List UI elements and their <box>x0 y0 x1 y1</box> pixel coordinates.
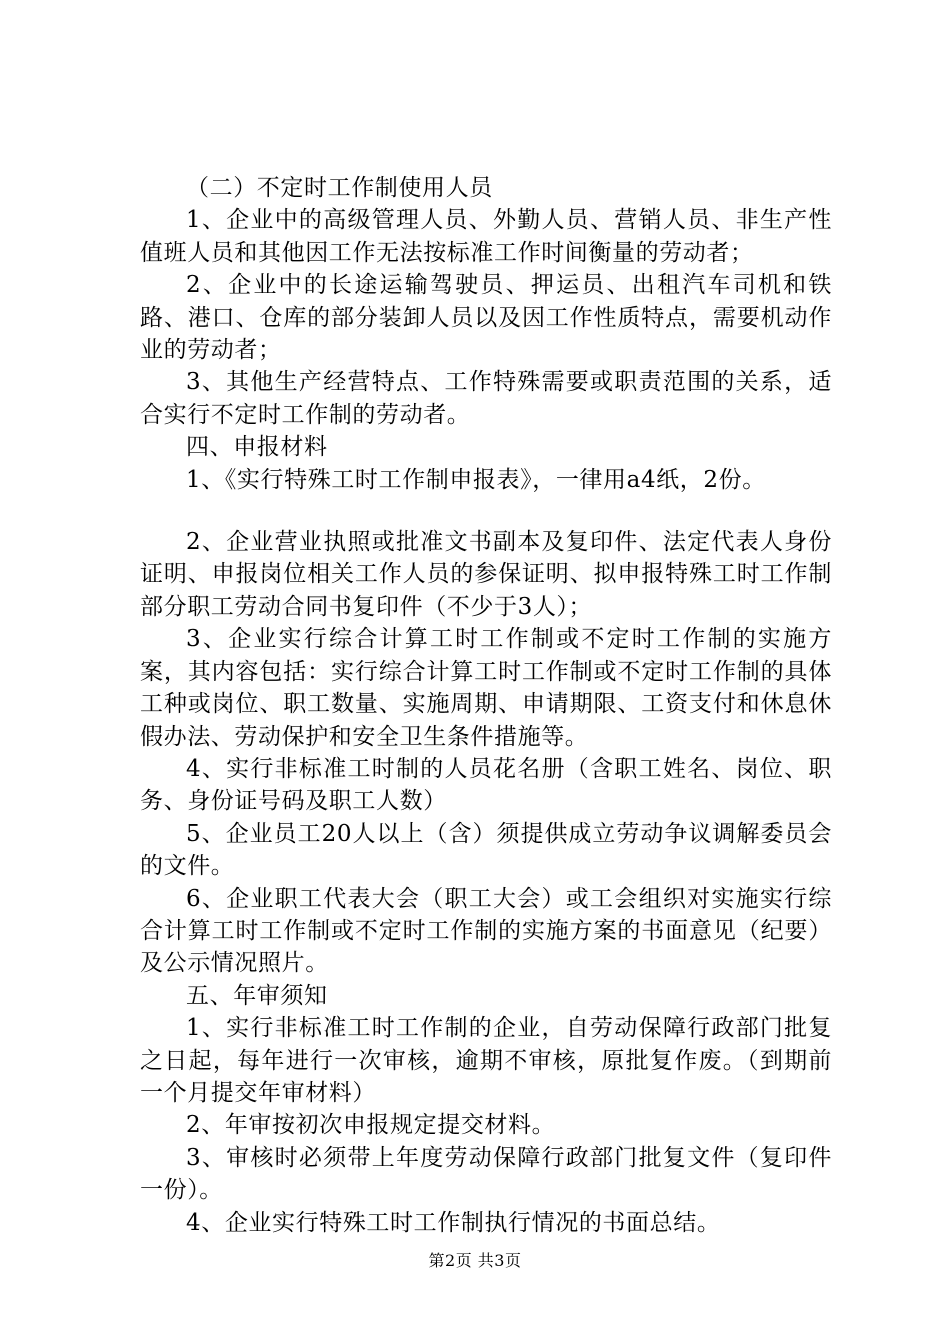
paragraph-material-1: 1、《实行特殊工时工作制申报表》，一律用a4纸，2份。 <box>186 466 766 493</box>
paragraph-material-3: 3、企业实行综合计算工时工作制或不定时工作制的实施方案，其内容包括：实行综合计算工时工作制或不定时工作制的具体工种或岗位、职工数量、实施周期、申请期限、工资支付和休息休假办法、劳动保护和安全卫生条件措施等。 <box>140 626 832 750</box>
page-number-footer: 第2页 共3页 <box>428 1251 522 1270</box>
paragraph-review-2: 2、年审按初次申报规定提交材料。 <box>186 1112 556 1139</box>
paragraph-material-2: 2、企业营业执照或批准文书副本及复印件、法定代表人身份证明、申报岗位相关工作人员的参保证明、拟申报特殊工时工作制部分职工劳动合同书复印件（不少于3人）； <box>140 529 832 620</box>
paragraph-review-3: 3、审核时必须带上年度劳动保障行政部门批复文件（复印件一份）。 <box>140 1144 832 1204</box>
paragraph-material-4: 4、实行非标准工时制的人员花名册（含职工姓名、岗位、职务、身份证号码及职工人数） <box>140 755 832 815</box>
section-heading-application-materials: 四、申报材料 <box>186 434 328 461</box>
document-body <box>140 172 832 1239</box>
paragraph-item-3: 3、其他生产经营特点、工作特殊需要或职责范围的关系，适合实行不定时工作制的劳动者。 <box>140 369 832 428</box>
section-heading-uncertain-hours-staff: （二）不定时工作制使用人员 <box>186 175 493 201</box>
paragraph-review-1: 1、实行非标准工时工作制的企业，自劳动保障行政部门批复之日起，每年进行一次审核，逾期不审核，原批复作废。（到期前一个月提交年审材料） <box>140 1015 832 1106</box>
paragraph-material-6: 6、企业职工代表大会（职工大会）或工会组织对实施实行综合计算工时工作制或不定时工作制的实施方案的书面意见（纪要）及公示情况照片。 <box>140 885 832 977</box>
paragraph-review-4: 4、企业实行特殊工时工作制执行情况的书面总结。 <box>186 1209 721 1236</box>
paragraph-material-5: 5、企业员工20人以上（含）须提供成立劳动争议调解委员会的文件。 <box>140 820 832 880</box>
section-heading-annual-review: 五、年审须知 <box>186 982 328 1009</box>
paragraph-item-1: 1、企业中的高级管理人员、外勤人员、营销人员、非生产性值班人员和其他因工作无法按标准工作时间衡量的劳动者； <box>140 207 832 266</box>
paragraph-item-2: 2、企业中的长途运输驾驶员、押运员、出租汽车司机和铁路、港口、仓库的部分装卸人员以及因工作性质特点，需要机动作业的劳动者； <box>140 272 832 364</box>
